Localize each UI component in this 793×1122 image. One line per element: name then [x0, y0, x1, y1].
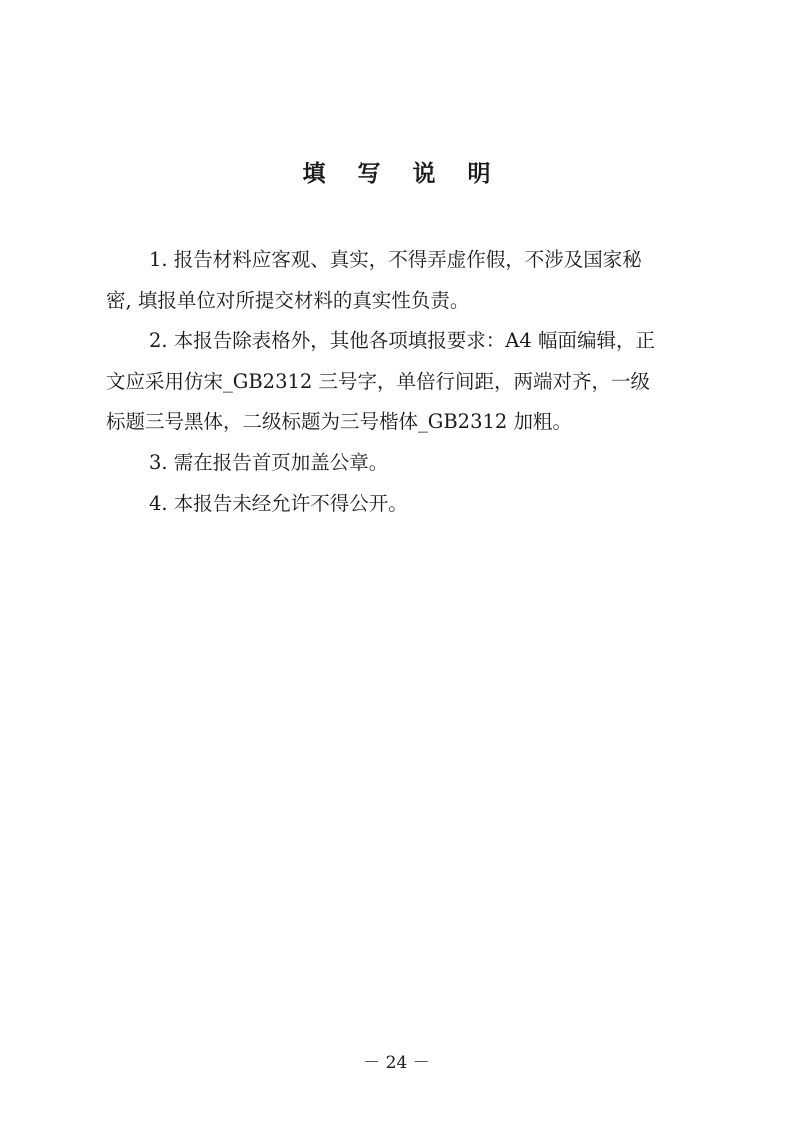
instruction-item-4: [106, 484, 689, 525]
instruction-item-2: [106, 321, 689, 443]
instruction-3-line-1: 3. 需在报告首页加盖公章。: [149, 450, 389, 474]
instruction-2-line-1: 2. 本报告除表格外，其他各项填报要求：A4 幅面编辑，正: [149, 329, 655, 353]
instruction-1-line-1: 1. 报告材料应客观、真实，不得弄虚作假，不涉及国家秘: [149, 248, 642, 271]
instruction-item-1: [106, 240, 689, 321]
page-number: － 24 －: [363, 1053, 430, 1073]
instructions-body: [106, 240, 689, 524]
instruction-2-line-3: 标题三号黑体，二级标题为三号楷体_GB2312 加粗。: [106, 410, 572, 434]
page-title: 填 写 说 明: [302, 160, 503, 187]
instruction-2-line-2: 文应采用仿宋_GB2312 三号字，单倍行间距，两端对齐，一级: [106, 369, 650, 393]
instruction-item-3: [106, 443, 689, 484]
instruction-4-line-1: 4. 本报告未经允许不得公开。: [149, 491, 408, 515]
instruction-1-line-2: 密, 填报单位对所提交材料的真实性负责。: [106, 288, 470, 312]
